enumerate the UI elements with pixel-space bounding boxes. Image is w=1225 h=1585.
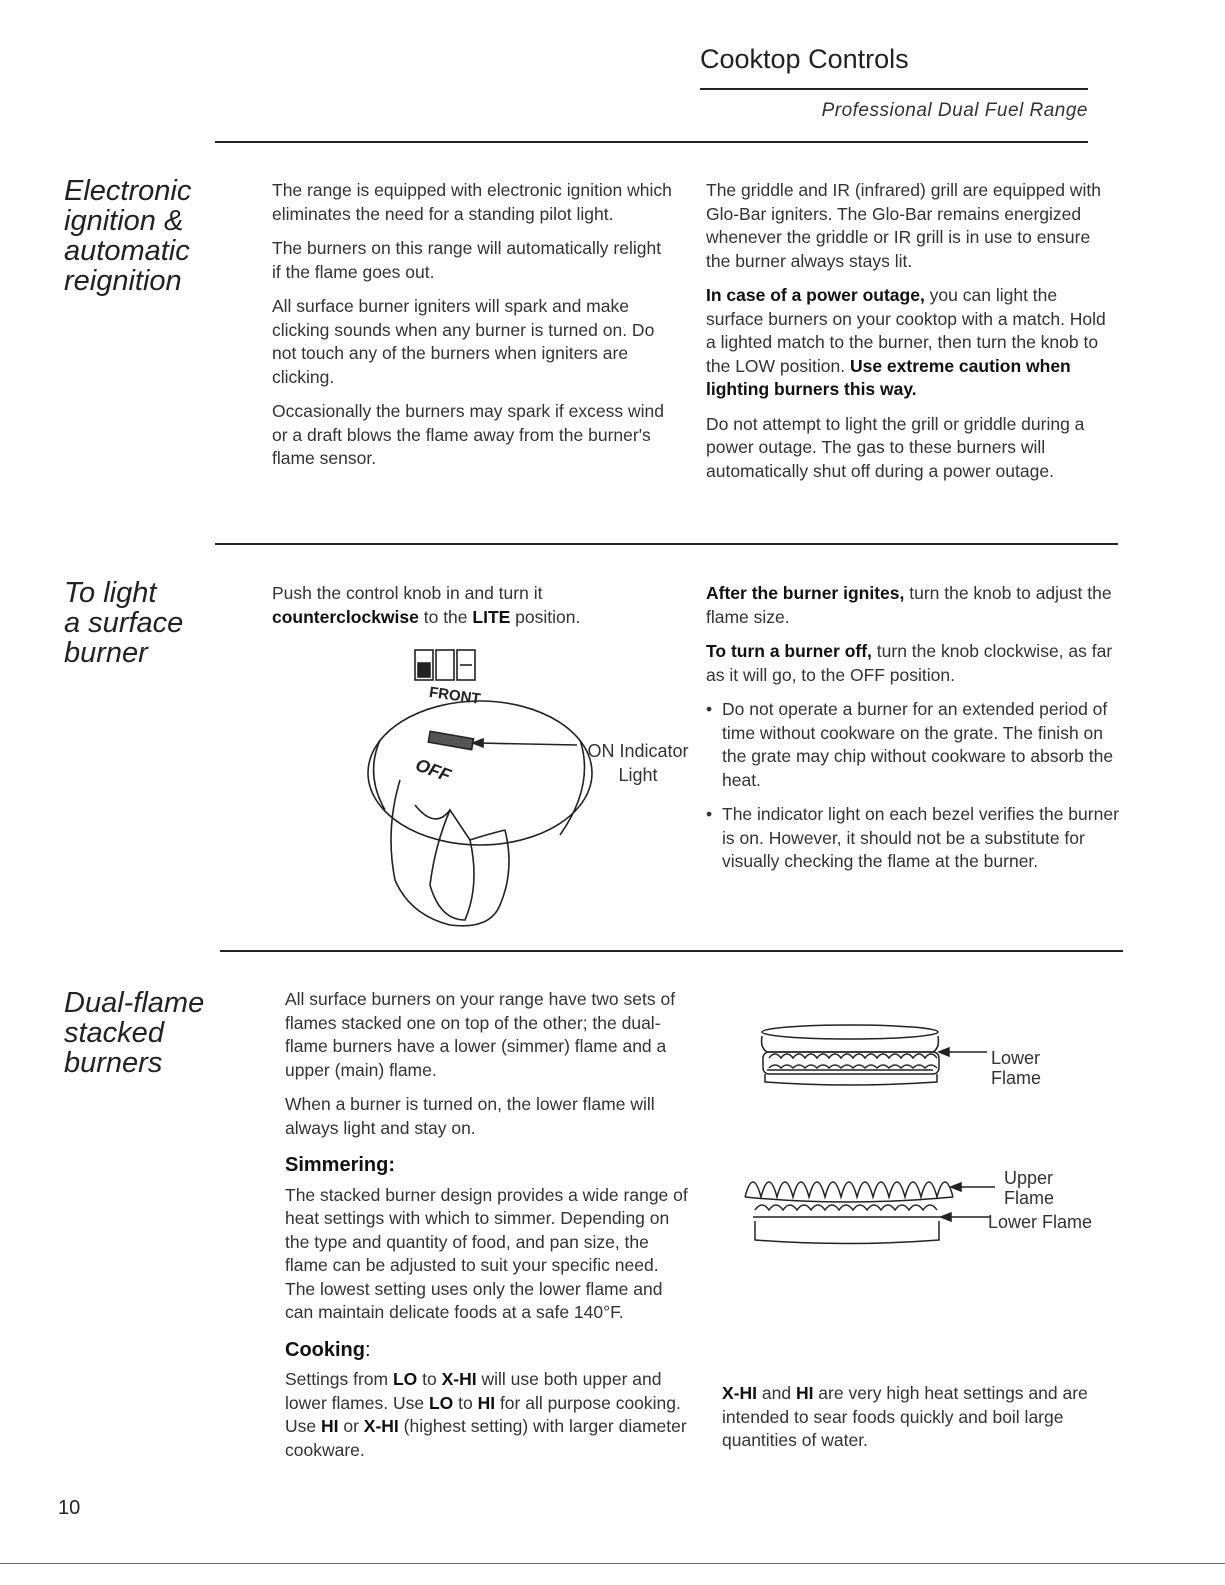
bold-text: counterclockwise (272, 606, 419, 627)
section-title-electronic-ignition (64, 176, 214, 296)
bold-text: To turn a burner off, (706, 641, 872, 661)
callout-line: Light (618, 765, 658, 785)
section-title-dual-flame (64, 988, 214, 1078)
cooking-heading (285, 1339, 693, 1363)
paragraph: The burners on this range will automatically relight if the flame goes out. (272, 238, 662, 282)
simmering-heading: Simmering: (285, 1154, 396, 1176)
text: position. (510, 606, 581, 627)
section-divider (215, 141, 1088, 143)
dual-flame-left-column (285, 988, 693, 1473)
text: Settings from (285, 1369, 393, 1389)
page-number: 10 (58, 1497, 81, 1519)
text: to the (418, 606, 473, 627)
paragraph: Occasionally the burners may spark if excess wind or a draft blows the flame away from the burner's flame sensor. (272, 401, 664, 468)
section-title-line: reignition (64, 265, 182, 297)
section-title-line: automatic (64, 235, 190, 267)
text: and (757, 1383, 796, 1403)
upper-flame-label (1004, 1168, 1054, 1208)
text: or (338, 1416, 364, 1436)
paragraph: Do not attempt to light the grill or griddle during a power outage. The gas to these burners will automatically shut off during a power outage. (706, 413, 1085, 481)
panel-box-icon (436, 650, 454, 680)
upper-lower-flame-burner-illustration (735, 1165, 995, 1255)
cooking-heading-text: Cooking (285, 1338, 365, 1361)
text: you can light the surface burners on your cooktop with a match. Hold a lighted match to the burner, then turn the knob to the LOW position. (706, 285, 1106, 376)
bold-text: In case of a power outage, (706, 285, 925, 305)
text: (highest setting) with larger diameter cookware. (285, 1416, 687, 1460)
label-line: Flame (1004, 1188, 1055, 1208)
light-burner-left-column (272, 582, 632, 640)
paragraph: The stacked burner design provides a wide range of heat settings with which to simmer. Depending on the type and quantity of food, and pan size, the flame can be adjusted to suit your specific need. The lowest setting uses only the lower flame and can maintain delicate foods at a safe 140°F. (285, 1184, 688, 1322)
section-title-light-burner (64, 578, 214, 668)
bold-text: After the burner ignites, (706, 583, 905, 603)
lower-flame-label-2: Lower Flame (988, 1212, 1093, 1232)
section-divider (215, 543, 1118, 545)
bold-text: X-HI (363, 1416, 399, 1436)
text: turn the knob to adjust the flame size. (706, 583, 1112, 627)
page-bottom-rule (0, 1563, 1225, 1564)
section-title-line: Electronic (64, 175, 192, 207)
front-label: FRONT (428, 683, 482, 708)
bullet-item: • The indicator light on each bezel verifies the burner is on. However, it should not be a substitute for visually checking the flame at the burner. (706, 803, 1120, 874)
ignition-right-column (706, 179, 1118, 494)
power-outage-paragraph (706, 284, 1118, 402)
label-line: Lower (991, 1048, 1041, 1068)
section-title-line: Dual-flame (64, 987, 205, 1019)
header-rule (700, 88, 1088, 90)
control-knob-illustration (355, 645, 700, 945)
text: to (417, 1369, 442, 1389)
text: are very high heat settings and are intended to sear foods quickly and boil large quantities of water. (722, 1383, 1088, 1450)
text: to (453, 1392, 478, 1413)
paragraph: When a burner is turned on, the lower flame will always light and stay on. (285, 1094, 655, 1138)
section-title-line: a surface (64, 607, 184, 639)
paragraph: All surface burner igniters will spark and make clicking sounds when any burner is turned on. Do not touch any of the burners when igniters are clicking. (272, 296, 655, 387)
paragraph (722, 1382, 1122, 1453)
text: Push the control knob in and turn it (272, 583, 543, 603)
bold-text: HI (795, 1383, 814, 1403)
lower-flame-burner-illustration (755, 1022, 995, 1092)
bold-text: HI (477, 1392, 496, 1413)
dual-flame-right-column (722, 1382, 1122, 1464)
page-subtitle: Professional Dual Fuel Range (821, 100, 1088, 121)
bullet-item: • Do not operate a burner for an extended period of time without cookware on the grate. The finish on the grate may chip without cookware to absorb the heat. (706, 698, 1120, 792)
bold-text: Use extreme caution when lighting burners this way. (706, 355, 1071, 399)
off-label: OFF (412, 754, 454, 786)
bold-text: LO (392, 1369, 418, 1389)
paragraph (272, 582, 632, 629)
section-title-line: stacked (64, 1017, 164, 1049)
section-divider (220, 950, 1123, 952)
lower-flame-label (991, 1048, 1041, 1088)
label-line: Upper (1004, 1168, 1054, 1188)
bold-text: LO (428, 1392, 454, 1413)
callout-line: ON Indicator (587, 741, 689, 761)
paragraph: All surface burners on your range have two sets of flames stacked one on top of the other; the dual-flame burners have a lower (simmer) flame and a upper (main) flame. (285, 989, 676, 1080)
text: turn the knob clockwise, as far as it will go, to the OFF position. (706, 641, 1113, 685)
section-title-line: burner (64, 637, 148, 669)
paragraph (706, 640, 1120, 687)
paragraph (706, 582, 1120, 629)
page-title: Cooktop Controls (700, 44, 909, 74)
on-indicator-callout (578, 739, 698, 787)
section-title-line: To light (64, 577, 157, 609)
ignition-left-column (272, 179, 672, 482)
text: for all purpose cooking. Use (285, 1392, 681, 1436)
bold-text: LITE (472, 606, 511, 627)
paragraph: The range is equipped with electronic ignition which eliminates the need for a standing pilot light. (272, 180, 672, 224)
text: will use both upper and lower flames. Use (285, 1369, 662, 1413)
cooking-heading-colon: : (365, 1338, 371, 1361)
bold-text: X-HI (441, 1369, 477, 1389)
paragraph (285, 1368, 693, 1462)
section-title-line: ignition & (64, 205, 184, 237)
section-title-line: burners (64, 1047, 163, 1079)
bold-text: X-HI (722, 1383, 757, 1403)
light-burner-right-column (706, 582, 1120, 885)
label-line: Flame (991, 1068, 1042, 1088)
bold-text: HI (320, 1416, 339, 1436)
paragraph: The griddle and IR (infrared) grill are equipped with Glo-Bar igniters. The Glo-Bar remains energized whenever the griddle or IR grill is in use to ensure the burner always stays lit. (706, 180, 1101, 271)
